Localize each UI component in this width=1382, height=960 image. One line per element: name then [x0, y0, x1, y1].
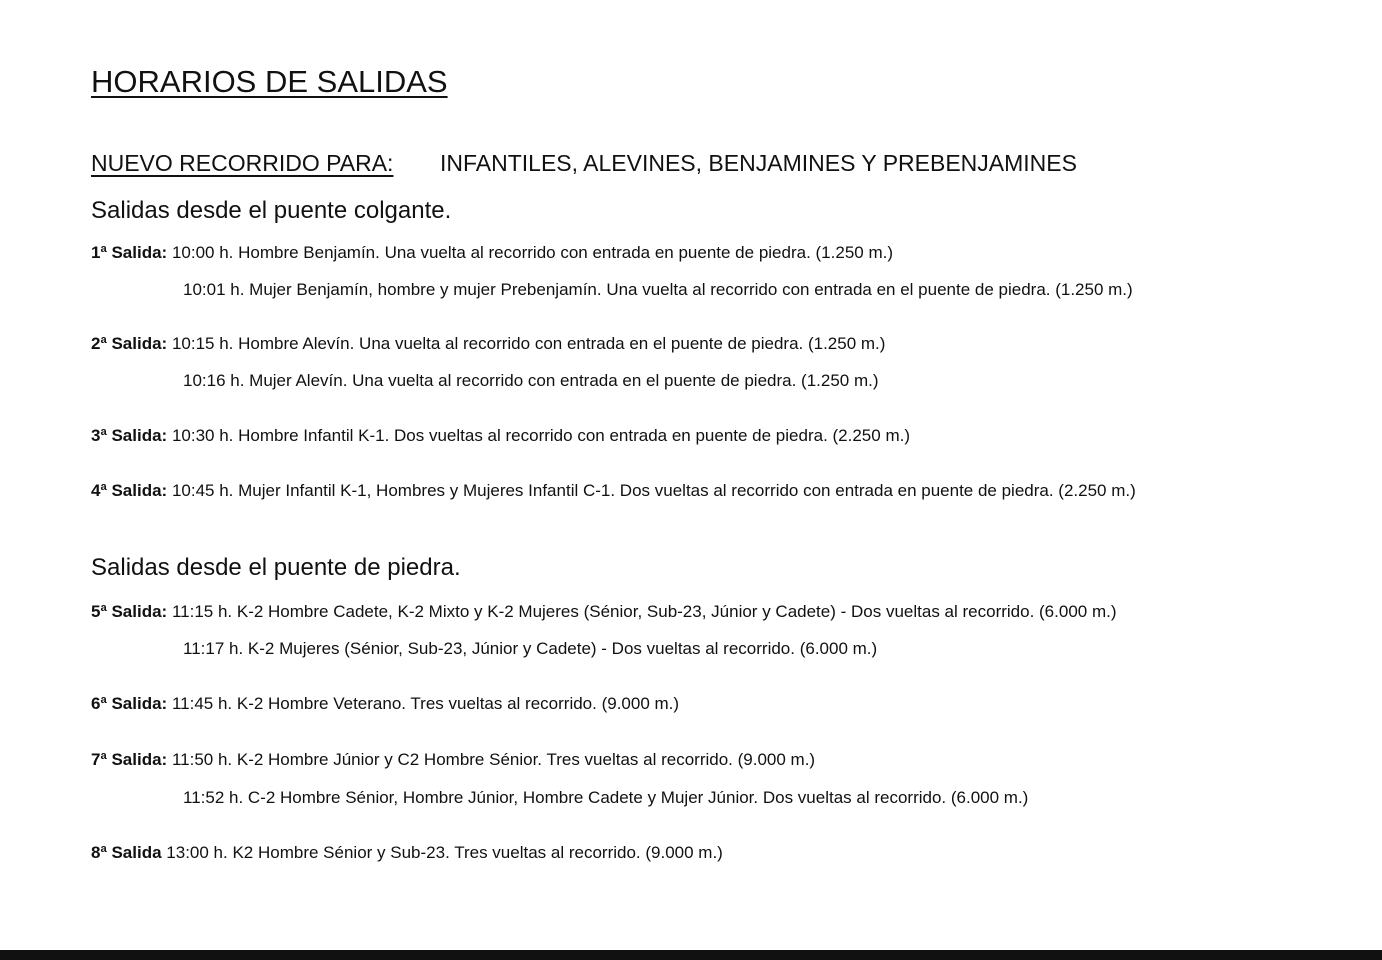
salida-label: 2ª Salida: — [91, 334, 168, 353]
route-subheader-label: NUEVO RECORRIDO PARA: — [91, 150, 394, 176]
salida-2-line-2 — [183, 369, 879, 393]
salida-text: 11:17 h. K-2 Mujeres (Sénior, Sub-23, Júnior y Cadete) - Dos vueltas al recorrido. (6.000 m.) — [183, 639, 878, 658]
salida-5-line-2 — [183, 637, 877, 661]
salida-text: 10:01 h. Mujer Benjamín, hombre y mujer Prebenjamín. Una vuelta al recorrido con entrada en el puente de piedra. (1.250 m.) — [183, 280, 1133, 299]
salida-label: 8ª Salida — [91, 843, 162, 862]
salida-text: 13:00 h. K2 Hombre Sénior y Sub-23. Tres vueltas al recorrido. (9.000 m.) — [166, 843, 723, 862]
salida-label: 1ª Salida: — [91, 243, 168, 262]
salida-2-line-1 — [91, 332, 885, 356]
salida-label: 5ª Salida: — [91, 602, 168, 621]
salida-4-line-1 — [91, 479, 1136, 503]
salida-label: 4ª Salida: — [91, 481, 168, 500]
salida-1-line-2 — [183, 278, 1133, 302]
salida-text: 10:45 h. Mujer Infantil K-1, Hombres y Mujeres Infantil C-1. Dos vueltas al recorrido con entrada en puente de piedra. (2.250 m.) — [171, 481, 1136, 500]
salida-label: 7ª Salida: — [91, 750, 168, 769]
route-subheader — [91, 147, 1077, 179]
salida-text: 11:45 h. K-2 Hombre Veterano. Tres vueltas al recorrido. (9.000 m.) — [171, 694, 680, 713]
salida-text: 11:52 h. C-2 Hombre Sénior, Hombre Júnior, Hombre Cadete y Mujer Júnior. Dos vueltas al recorrido. (6.000 m.) — [183, 788, 1029, 807]
salida-label: 6ª Salida: — [91, 694, 168, 713]
salida-7-line-2 — [183, 786, 1028, 810]
salida-text: 11:50 h. K-2 Hombre Júnior y C2 Hombre Sénior. Tres vueltas al recorrido. (9.000 m.) — [171, 750, 816, 769]
salida-text: 10:16 h. Mujer Alevín. Una vuelta al recorrido con entrada en el puente de piedra. (1.250 m.) — [183, 371, 879, 390]
salida-1-line-1 — [91, 241, 893, 265]
salida-3-line-1 — [91, 424, 910, 448]
section-heading-puente-colgante: Salidas desde el puente colgante. — [91, 197, 452, 224]
salida-text: 10:30 h. Hombre Infantil K-1. Dos vueltas al recorrido con entrada en puente de piedra. (2.250 m.) — [171, 426, 910, 445]
section-heading-puente-piedra: Salidas desde el puente de piedra. — [91, 554, 461, 581]
salida-text: 11:15 h. K-2 Hombre Cadete, K-2 Mixto y K-2 Mujeres (Sénior, Sub-23, Júnior y Cadete) - Dos vueltas al recorrido. (6.000 m.) — [171, 602, 1117, 621]
bottom-edge-bar — [0, 950, 1382, 960]
salida-5-line-1 — [91, 600, 1117, 624]
document-title: HORARIOS DE SALIDAS — [91, 64, 448, 99]
salida-6-line-1 — [91, 692, 679, 716]
salida-8-line-1 — [91, 841, 723, 865]
salida-7-line-1 — [91, 748, 815, 772]
route-categories: INFANTILES, ALEVINES, BENJAMINES Y PREBENJAMINES — [440, 150, 1077, 176]
salida-label: 3ª Salida: — [91, 426, 168, 445]
salida-text: 10:15 h. Hombre Alevín. Una vuelta al recorrido con entrada en el puente de piedra. (1.250 m.) — [171, 334, 886, 353]
salida-text: 10:00 h. Hombre Benjamín. Una vuelta al recorrido con entrada en puente de piedra. (1.250 m.) — [171, 243, 893, 262]
